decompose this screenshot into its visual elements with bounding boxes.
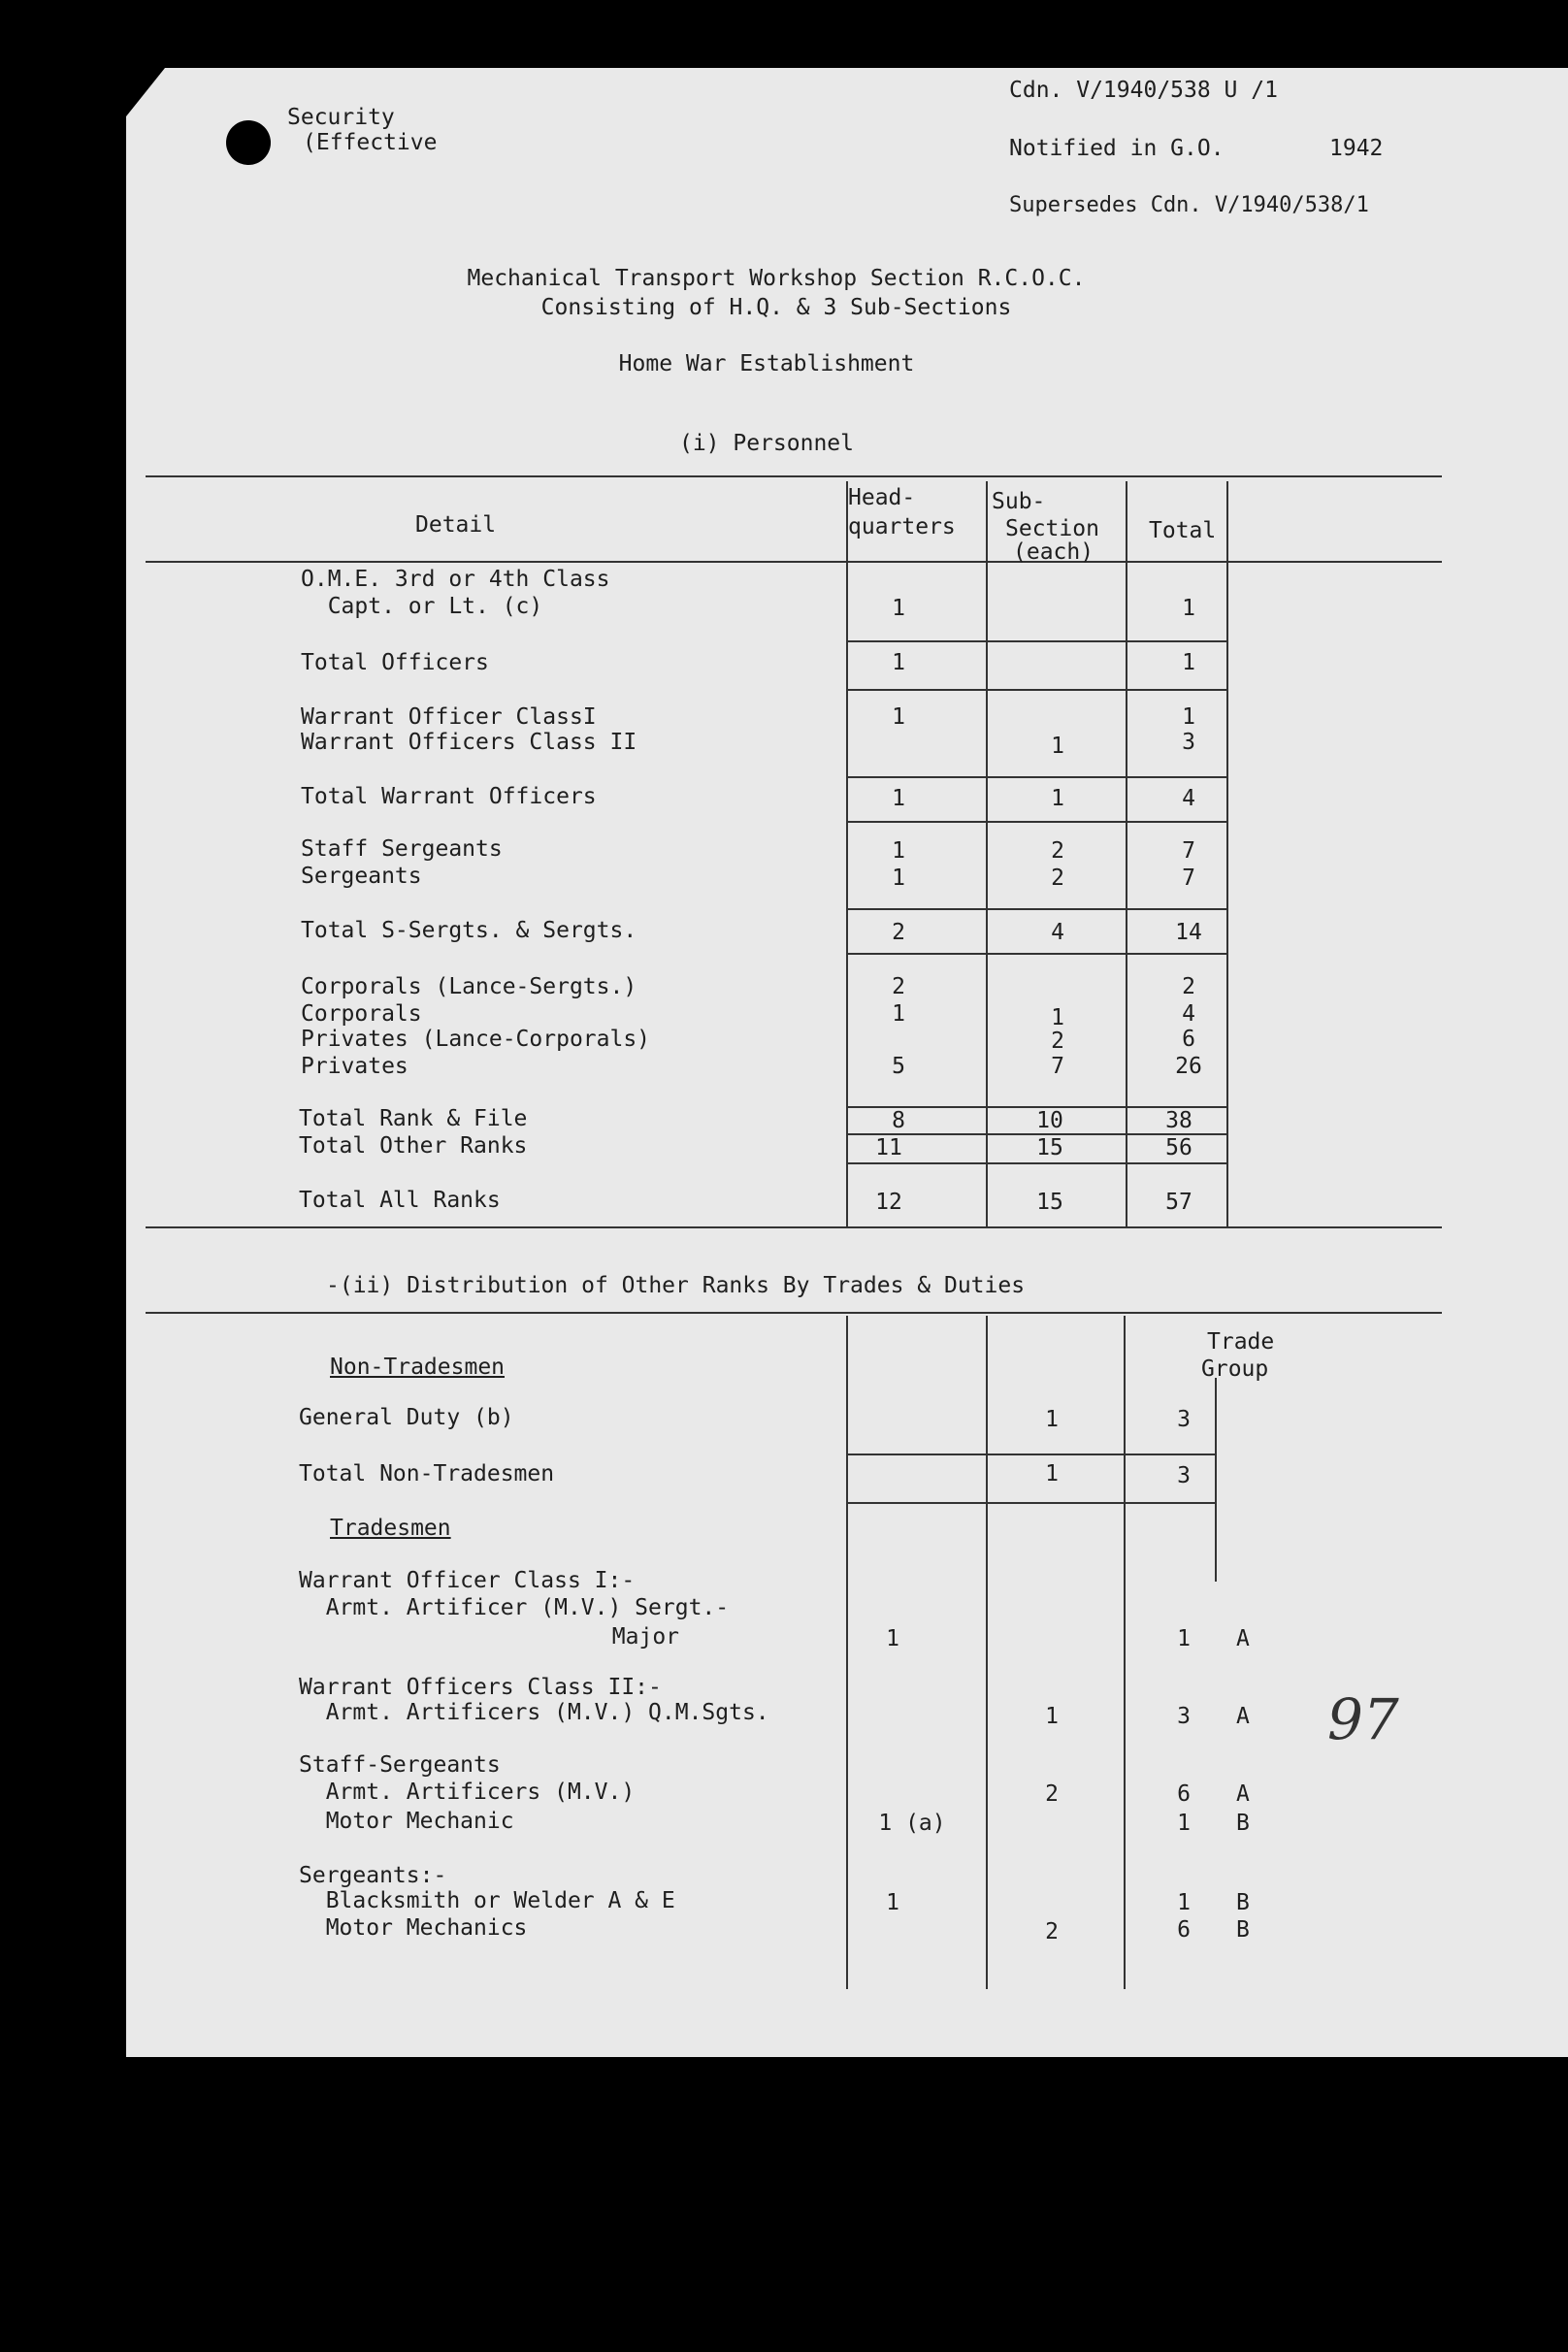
col-header-total: Total bbox=[1149, 518, 1217, 543]
title-line-1: Mechanical Transport Workshop Section R.C.O.C. bbox=[467, 266, 1086, 291]
row-total: 1 bbox=[1177, 1811, 1191, 1836]
row-total: 6 bbox=[1177, 1917, 1191, 1943]
personnel-header-rule bbox=[146, 561, 1442, 563]
row-detail: Armt. Artificer (M.V.) Sergt.- bbox=[299, 1595, 730, 1620]
subtotal-rule bbox=[846, 640, 1226, 642]
personnel-col-rule-3 bbox=[1126, 481, 1127, 1226]
title-line-3: Home War Establishment bbox=[618, 351, 915, 376]
row-total: 4 bbox=[1182, 786, 1195, 811]
row-hq: 1 bbox=[892, 866, 905, 891]
subtotal-rule bbox=[846, 908, 1226, 910]
row-total: 6 bbox=[1177, 1781, 1191, 1807]
row-detail: Staff Sergeants bbox=[301, 836, 503, 862]
row-detail: Armt. Artificers (M.V.) bbox=[299, 1780, 636, 1805]
row-detail: Total Rank & File bbox=[299, 1106, 528, 1131]
punch-hole bbox=[226, 120, 271, 165]
col-header-sub-3: (each) bbox=[1013, 539, 1094, 565]
row-detail: Major bbox=[330, 1624, 680, 1650]
row-hq: 1 bbox=[892, 838, 905, 864]
row-sub: 1 bbox=[1045, 1407, 1059, 1432]
handwritten-page-number: 97 bbox=[1327, 1686, 1399, 1752]
row-detail: Armt. Artificers (M.V.) Q.M.Sgts. bbox=[299, 1700, 769, 1725]
row-hq: 1 bbox=[892, 786, 905, 811]
row-sub: 2 bbox=[1045, 1919, 1059, 1944]
row-detail: Warrant Officer Class I:- bbox=[299, 1568, 636, 1593]
subtotal-rule bbox=[846, 689, 1226, 691]
row-total: 1 bbox=[1182, 650, 1195, 675]
row-total: 1 bbox=[1177, 1626, 1191, 1651]
row-total: 57 bbox=[1165, 1190, 1192, 1215]
subtotal-rule bbox=[846, 776, 1226, 778]
row-detail: General Duty (b) bbox=[299, 1405, 514, 1430]
row-total: 3 bbox=[1177, 1704, 1191, 1729]
row-total: 3 bbox=[1177, 1463, 1191, 1488]
row-sub: 1 bbox=[1051, 786, 1064, 811]
row-total: 38 bbox=[1165, 1108, 1192, 1133]
row-sub: 7 bbox=[1051, 1054, 1064, 1079]
row-hq: 8 bbox=[892, 1108, 905, 1133]
row-detail: Motor Mechanic bbox=[299, 1809, 514, 1834]
col-header-sub-2: Section bbox=[1005, 516, 1099, 541]
trade-group-header-1: Trade bbox=[1207, 1329, 1275, 1355]
row-hq: 2 bbox=[892, 974, 905, 999]
row-total: 6 bbox=[1182, 1027, 1195, 1052]
reference-number: Cdn. V/1940/538 U /1 bbox=[1009, 78, 1278, 103]
col-header-detail: Detail bbox=[415, 512, 497, 538]
notified-label: Notified in G.O. bbox=[1009, 136, 1225, 161]
row-sub: 2 bbox=[1051, 838, 1064, 864]
row-detail: Total Warrant Officers bbox=[301, 784, 597, 809]
row-detail: Privates (Lance-Corporals) bbox=[301, 1027, 651, 1052]
row-detail: Warrant Officers Class II:- bbox=[299, 1675, 662, 1700]
personnel-heading: (i) Personnel bbox=[678, 431, 854, 456]
distribution-heading: -(ii) Distribution of Other Ranks By Trades & Duties bbox=[326, 1273, 1026, 1298]
row-hq: 1 (a) bbox=[878, 1811, 946, 1836]
row-hq: 1 bbox=[892, 650, 905, 675]
row-sub: 2 bbox=[1051, 1029, 1064, 1054]
row-detail: Warrant Officer ClassI bbox=[301, 704, 597, 730]
row-hq: 1 bbox=[886, 1626, 899, 1651]
subtotal-rule bbox=[846, 1162, 1226, 1164]
row-hq: 1 bbox=[892, 596, 905, 621]
subtotal-rule bbox=[846, 821, 1226, 823]
row-detail: Sergeants bbox=[301, 864, 422, 889]
row-detail: Warrant Officers Class II bbox=[301, 730, 637, 755]
notified-year: 1942 bbox=[1329, 136, 1384, 161]
personnel-col-rule-1 bbox=[846, 481, 848, 1226]
row-detail: Non-Tradesmen bbox=[330, 1355, 506, 1380]
row-hq: 11 bbox=[875, 1135, 902, 1160]
supersedes-line: Supersedes Cdn. V/1940/538/1 bbox=[1009, 193, 1369, 217]
row-trade-group: A bbox=[1236, 1781, 1250, 1807]
row-detail: Capt. or Lt. (c) bbox=[301, 594, 543, 619]
security-line-2: (Effective bbox=[303, 130, 438, 155]
col-header-hq-1: Head- bbox=[848, 485, 916, 510]
row-total: 26 bbox=[1175, 1054, 1202, 1079]
row-detail: Staff-Sergeants bbox=[299, 1752, 501, 1778]
row-sub: 1 bbox=[1045, 1461, 1059, 1486]
col-header-sub-1: Sub- bbox=[992, 489, 1046, 514]
row-trade-group: B bbox=[1236, 1917, 1250, 1943]
row-sub: 1 bbox=[1051, 734, 1064, 759]
row-detail: Total S-Sergts. & Sergts. bbox=[301, 918, 637, 943]
row-detail: Total Other Ranks bbox=[299, 1133, 528, 1159]
row-total: 1 bbox=[1182, 704, 1195, 730]
title-line-2: Consisting of H.Q. & 3 Sub-Sections bbox=[540, 295, 1012, 320]
row-detail: Corporals bbox=[301, 1001, 422, 1027]
row-detail: Privates bbox=[301, 1054, 408, 1079]
personnel-bottom-rule bbox=[146, 1226, 1442, 1228]
row-hq: 2 bbox=[892, 920, 905, 945]
distribution-col-rule-1 bbox=[846, 1316, 848, 1989]
row-total: 1 bbox=[1177, 1890, 1191, 1915]
row-trade-group: B bbox=[1236, 1811, 1250, 1836]
distribution-col-rule-3 bbox=[1124, 1316, 1126, 1989]
personnel-top-rule bbox=[146, 475, 1442, 477]
row-total: 7 bbox=[1182, 866, 1195, 891]
security-line-1: Security bbox=[287, 105, 395, 130]
row-trade-group: A bbox=[1236, 1626, 1250, 1651]
row-hq: 1 bbox=[892, 1001, 905, 1027]
row-detail: Total Officers bbox=[301, 650, 489, 675]
row-trade-group: B bbox=[1236, 1890, 1250, 1915]
row-detail: Total Non-Tradesmen bbox=[299, 1461, 555, 1486]
distribution-top-rule bbox=[146, 1312, 1442, 1314]
row-total: 3 bbox=[1182, 730, 1195, 755]
row-sub: 15 bbox=[1036, 1135, 1063, 1160]
row-sub: 15 bbox=[1036, 1190, 1063, 1215]
row-detail: Blacksmith or Welder A & E bbox=[299, 1888, 675, 1913]
row-sub: 2 bbox=[1045, 1781, 1059, 1807]
row-detail: O.M.E. 3rd or 4th Class bbox=[301, 567, 610, 592]
row-hq: 1 bbox=[892, 704, 905, 730]
subtotal-rule bbox=[846, 1454, 1215, 1455]
row-sub: 2 bbox=[1051, 866, 1064, 891]
row-total: 3 bbox=[1177, 1407, 1191, 1432]
row-total: 2 bbox=[1182, 974, 1195, 999]
row-hq: 5 bbox=[892, 1054, 905, 1079]
personnel-col-rule-2 bbox=[986, 481, 988, 1226]
row-total: 1 bbox=[1182, 596, 1195, 621]
row-total: 4 bbox=[1182, 1001, 1195, 1027]
row-detail: Total All Ranks bbox=[299, 1188, 501, 1213]
row-total: 56 bbox=[1165, 1135, 1192, 1160]
row-total: 14 bbox=[1175, 920, 1202, 945]
row-detail: Motor Mechanics bbox=[299, 1915, 528, 1941]
col-header-hq-2: quarters bbox=[848, 514, 956, 539]
row-detail: Sergeants:- bbox=[299, 1863, 447, 1888]
row-hq: 12 bbox=[875, 1190, 902, 1215]
trade-group-header-2: Group bbox=[1201, 1356, 1269, 1382]
row-sub: 4 bbox=[1051, 920, 1064, 945]
row-trade-group: A bbox=[1236, 1704, 1250, 1729]
row-hq: 1 bbox=[886, 1890, 899, 1915]
row-sub: 1 bbox=[1045, 1704, 1059, 1729]
subtotal-rule bbox=[846, 1502, 1215, 1504]
distribution-col-rule-2 bbox=[986, 1316, 988, 1989]
row-detail: Corporals (Lance-Sergts.) bbox=[301, 974, 637, 999]
row-sub: 10 bbox=[1036, 1108, 1063, 1133]
subtotal-rule bbox=[846, 953, 1226, 955]
row-sub: 1 bbox=[1051, 1005, 1064, 1030]
row-detail: Tradesmen bbox=[330, 1516, 451, 1541]
row-total: 7 bbox=[1182, 838, 1195, 864]
